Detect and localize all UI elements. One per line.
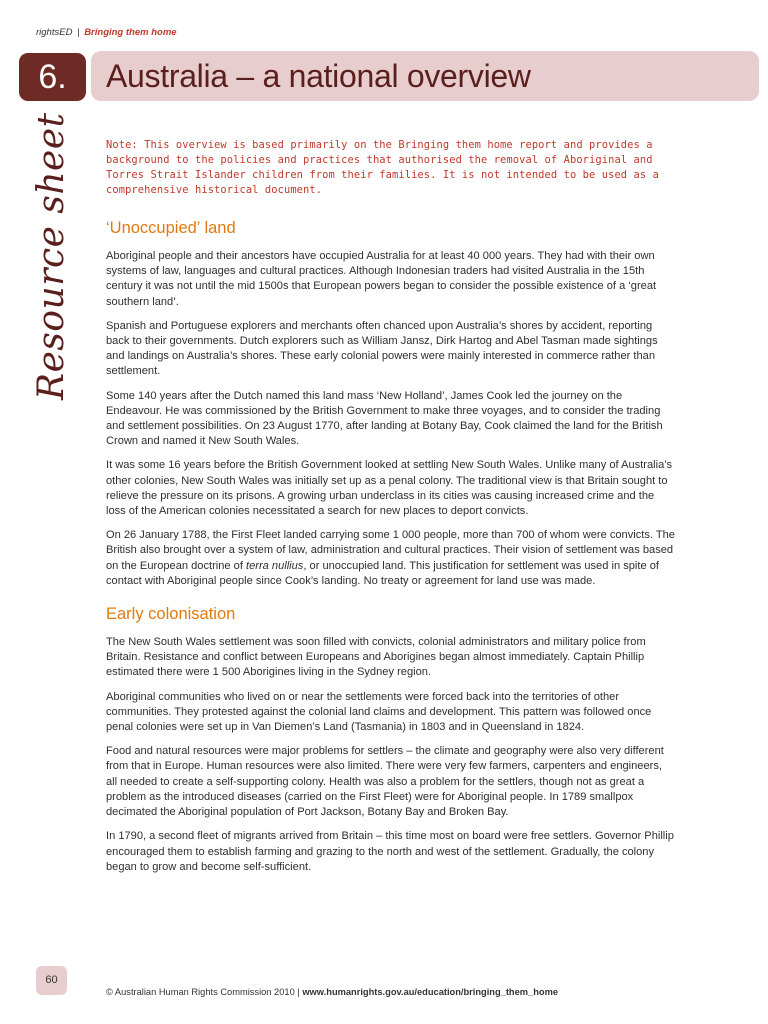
header-brand: rightsED [36, 27, 73, 38]
section-number-badge: 6. [19, 53, 86, 101]
paragraph-text: , or unoccupied land. This justification for settlement was used in spite of contact with Aboriginal people since Cook’s landing. No treaty or agreement for land use was made. [106, 559, 659, 587]
paragraph: Spanish and Portuguese explorers and merchants often chanced upon Australia’s shores by accident, reporting back to their governments. Dutch explorers such as William Jansz, Dirk Hartog and Abel Tasman made sightings and landings on Australia’s shores. These early colonial powers were mainly interested in commerce rather than settlement. [106, 319, 658, 378]
header-series [36, 27, 177, 38]
page-title: Australia – a national overview [106, 58, 531, 94]
main-content [106, 138, 676, 884]
footer-copyright: © Australian Human Rights Commission 2010 | [106, 987, 303, 997]
paragraph: In 1790, a second fleet of migrants arrived from Britain – this time most on board were free settlers. Governor Phillip encouraged them to establish farming and grazing to the north and west of the settlement. Gradually, the colony began to grow and become self-sufficient. [106, 830, 674, 873]
header-series-title: Bringing them home [84, 27, 177, 38]
page-title-bar [91, 51, 759, 101]
paragraph: It was some 16 years before the British Government looked at settling New South Wales. Unlike many of Australia’s other colonies, New South Wales was initially set up as a penal colony. The traditional view is that Britain sought to relieve the pressure on its prisons. A growing urban underclass in its cities was causing increased crime and the loss of the American colonies necessitated a search for new places to deport convicts. [106, 459, 673, 518]
footer-url-link[interactable]: www.humanrights.gov.au/education/bringing_them_home [302, 987, 559, 997]
page-number: 60 [36, 966, 67, 995]
terra-nullius-term: terra nullius [246, 559, 304, 572]
paragraph-first-fleet [106, 528, 676, 589]
overview-note: Note: This overview is based primarily on the Bringing them home report and provides a background to the policies and practices that authorised the removal of Aboriginal and Torres Strait Islander children from their families. It is not intended to be used as a comprehensive historical document. [106, 139, 659, 196]
paragraph-text: On 26 January 1788, the First Fleet landed carrying some 1 000 people, more than 700 of whom were convicts. The British also brought over a system of law, administration and cultural practices. Their vision of settlement was based on the European doctrine of [106, 529, 675, 572]
paragraph: Food and natural resources were major problems for settlers – the climate and geography were also very different from that in Europe. Human resources were also limited. There were very few farmers, carpenters and engineers, all needed to create a self-supporting colony. Health was also a problem for the settlers, though not as great a problem as the introduced diseases (carried on the First Fleet) were for Aboriginal people. In 1789 smallpox decimated the Aboriginal population of Port Jackson, Botany Bay and Broken Bay. [106, 745, 664, 819]
paragraph: The New South Wales settlement was soon filled with convicts, colonial administrators and military police from Britain. Resistance and conflict between Europeans and Aborigines began almost immediately. Captain Phillip estimated there were 1 500 Aborigines living in the Sydney region. [106, 636, 646, 679]
paragraph: Aboriginal communities who lived on or near the settlements were forced back into the territories of other communities. They protested against the colonial land claims and development. This pattern was followed once penal colonies were set up in Van Diemen’s Land (Tasmania) in 1803 and in Queensland in 1824. [106, 690, 652, 734]
section-heading-early-colonisation: Early colonisation [106, 605, 236, 624]
section-heading-unoccupied-land: ‘Unoccupied’ land [106, 219, 236, 237]
paragraph: Aboriginal people and their ancestors have occupied Australia for at least 40 000 years. They had with their own systems of law, languages and cultural practices. Although Indonesian traders had visited Australia in the 15th century it was not until the mid 1500s that European powers began to consider the possible existence of a ‘great southern land’. [106, 250, 657, 308]
header-separator: | [77, 27, 80, 38]
footer [106, 987, 558, 997]
paragraph: Some 140 years after the Dutch named this land mass ‘New Holland’, James Cook led the journey on the Endeavour. He was commissioned by the British Government to make three voyages, and to consider the trading and settlement possibilities. On 23 August 1770, after landing at Botany Bay, Cook claimed the land for the British Crown and named it New South Wales. [106, 389, 663, 448]
resource-sheet-label: Resource sheet [31, 112, 72, 400]
